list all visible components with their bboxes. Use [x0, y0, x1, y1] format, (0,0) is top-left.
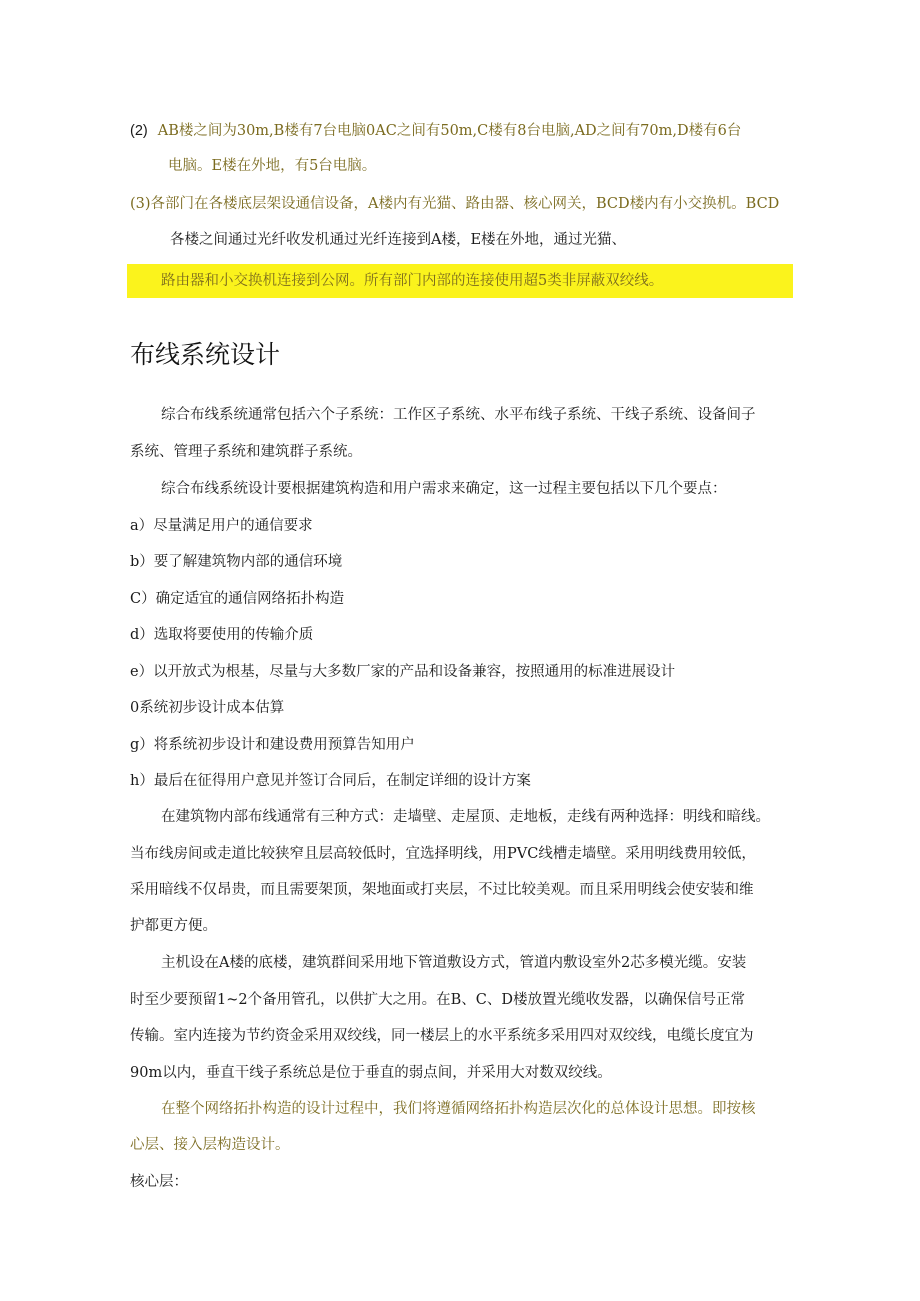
list-item-3-line-2: 各楼之间通过光纤收发机通过光纤连接到A楼，E楼在外地，通过光猫、: [170, 232, 627, 248]
point-g: g）将系统初步设计和建设费用预算告知用户: [130, 737, 415, 753]
point-b: b）要了解建筑物内部的通信环境: [130, 554, 343, 570]
list-item-2-number: (2): [130, 123, 148, 139]
point-c: C）确定适宜的通信网络拓扑构造: [130, 591, 345, 607]
point-d: d）选取将要使用的传输介质: [130, 627, 314, 643]
list-item-2-line-1: [130, 121, 741, 141]
list-item-3-line-3: 路由器和小交换机连接到公网。所有部门内部的连接使用超5类非屏蔽双绞线。: [161, 273, 664, 289]
paragraph-1-line-2: 系统、管理子系统和建筑群子系统。: [130, 444, 362, 460]
point-h: h）最后在征得用户意见并签订合同后，在制定详细的设计方案: [130, 773, 531, 789]
paragraph-4-line-4: 90m以内，垂直干线子系统总是位于垂直的弱点间，并采用大对数双绞线。: [130, 1065, 612, 1081]
paragraph-3-line-4: 护都更方便。: [130, 918, 217, 934]
paragraph-1-line-1: 综合布线系统通常包括六个子系统：工作区子系统、水平布线子系统、干线子系统、设备间子: [161, 407, 756, 423]
section-heading: 布线系统设计: [130, 340, 281, 369]
point-e: e）以开放式为根基，尽量与大多数厂家的产品和设备兼容，按照通用的标准进展设计: [130, 664, 676, 680]
list-item-2-line-2: 电脑。E楼在外地，有5台电脑。: [168, 158, 377, 174]
point-f: 0系统初步设计成本估算: [130, 700, 285, 716]
core-layer-label: 核心层：: [130, 1174, 188, 1190]
paragraph-5-line-1: 在整个网络拓扑构造的设计过程中，我们将遵循网络拓扑构造层次化的总体设计思想。即按核: [161, 1101, 756, 1117]
paragraph-3-line-3: 采用暗线不仅昂贵，而且需要架顶，架地面或打夹层，不过比较美观。而且采用明线会使安装和维: [130, 882, 754, 898]
paragraph-2-line-1: 综合布线系统设计要根据建筑构造和用户需求来确定，这一过程主要包括以下几个要点：: [161, 481, 727, 497]
paragraph-3-line-1: 在建筑物内部布线通常有三种方式：走墙壁、走屋顶、走地板，走线有两种选择：明线和暗线。: [161, 809, 770, 825]
point-a: a）尽量满足用户的通信要求: [130, 518, 313, 534]
list-item-2-text: AB楼之间为30m,B楼有7台电脑0AC之间有50m,C楼有8台电脑,AD之间有70m,D楼有6台: [157, 123, 742, 139]
paragraph-4-line-2: 时至少要预留1~2个备用管孔，以供扩大之用。在B、C、D楼放置光缆收发器，以确保信号正常: [130, 992, 745, 1008]
paragraph-3-line-2: 当布线房间或走道比较狭窄且层高较低时，宜选择明线，用PVC线槽走墙壁。采用明线费用较低，: [130, 846, 756, 862]
paragraph-4-line-1: 主机设在A楼的底楼，建筑群间采用地下管道敷设方式，管道内敷设室外2芯多模光缆。安装: [161, 955, 747, 971]
paragraph-5-line-2: 心层、接入层构造设计。: [130, 1137, 290, 1153]
paragraph-4-line-3: 传输。室内连接为节约资金采用双绞线，同一楼层上的水平系统多采用四对双绞线，电缆长度宜为: [130, 1028, 754, 1044]
list-item-3-line-1: (3)各部门在各楼底层架设通信设备，A楼内有光猫、路由器、核心网关，BCD楼内有小交换机。BCD: [130, 196, 780, 212]
